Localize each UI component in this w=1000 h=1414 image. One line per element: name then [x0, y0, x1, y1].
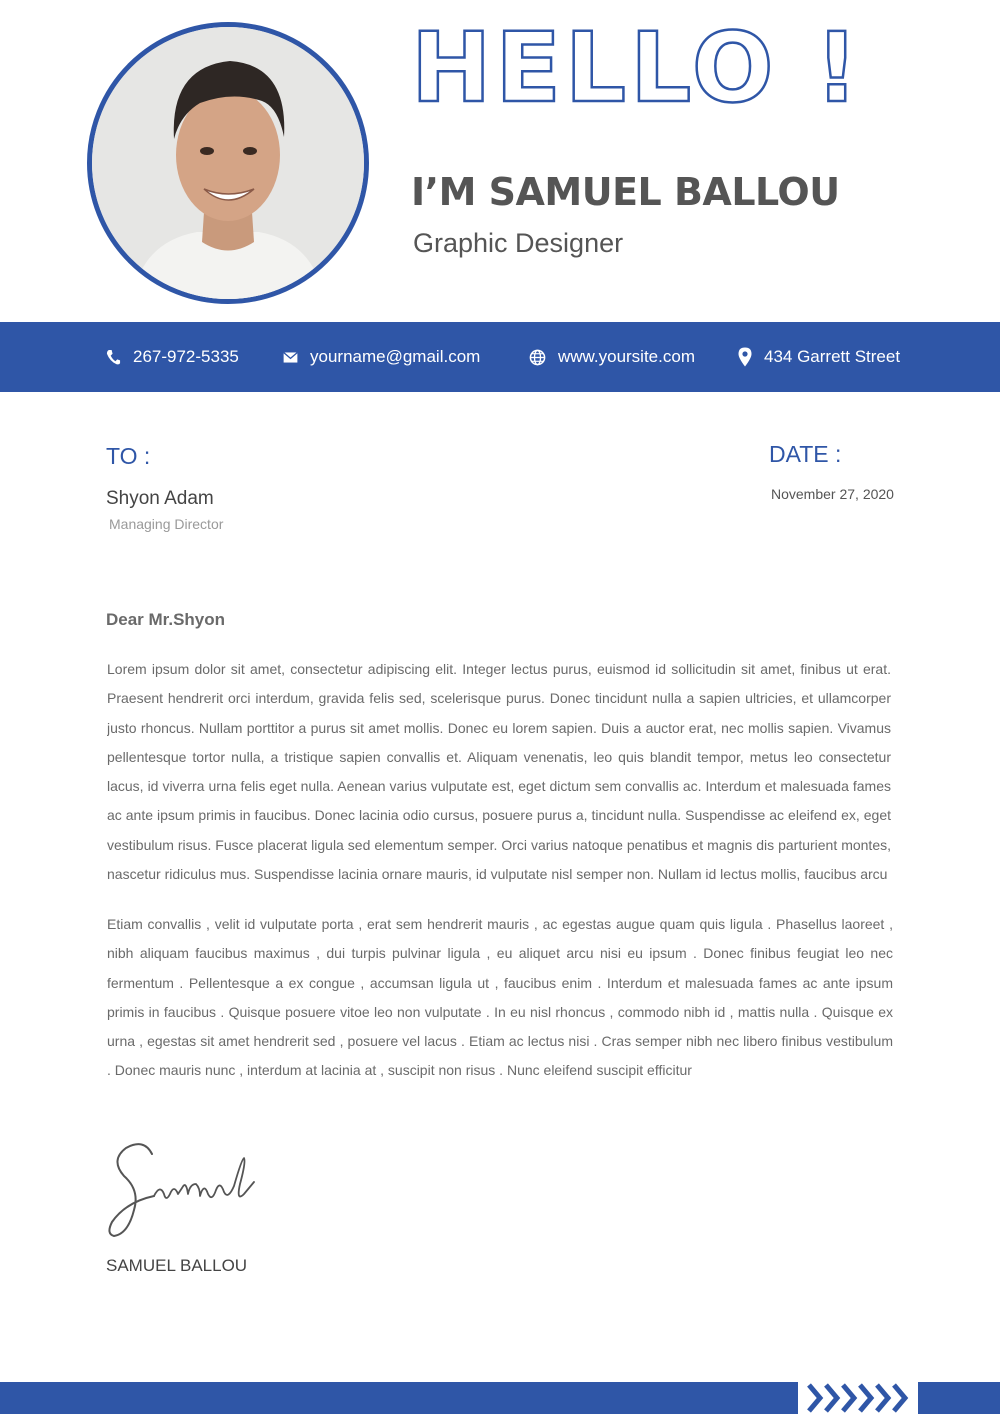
letter-date: November 27, 2020 — [771, 486, 894, 502]
phone-number: 267-972-5335 — [133, 347, 239, 366]
salutation: Dear Mr.Shyon — [106, 610, 226, 629]
contact-address[interactable] — [738, 322, 900, 392]
candidate-name: I’M SAMUEL BALLOU — [411, 170, 840, 214]
street-address: 434 Garrett Street — [764, 347, 901, 366]
contact-email[interactable] — [283, 322, 480, 392]
body-paragraph-2: Etiam convallis , velit id vulputate porta , erat sem hendrerit mauris , ac egestas augue quam quis ligula . Phasellus laoreet , nibh aliquam faucibus maximus , dui turpis pulvinar ligula , eu aliquet arcu nisi eu ipsum . Donec finibus feugiat leo nec fermentum . Pellentesque a ex congue , accumsan ligula ut , faucibus enim . Interdum et malesuada fames ac ante ipsum primis in faucibus . Quisque posuere vitoe leo non vulputate . In eu nisl rhoncus , commodo nibh id , mattis nulla . Quisque ex urna , egestas sit amet hendrerit sed , posuere vel lacus . Etiam ac lectus nisi . Cras semper nibh nec libero finibus vestibulum . Donec mauris nunc , interdum at lacinia at , suscipit non risus . Nunc eleifend suscipit efficitur — [107, 916, 893, 1078]
to-label: TO : — [106, 443, 151, 469]
recipient-title: Managing Director — [109, 516, 224, 532]
recipient-name: Shyon Adam — [106, 488, 214, 509]
date-label: DATE : — [769, 441, 842, 467]
footer-block — [918, 1382, 1000, 1414]
footer-bar — [0, 1382, 798, 1414]
contact-website[interactable] — [529, 322, 695, 392]
email-address: yourname@gmail.com — [310, 347, 481, 366]
candidate-role: Graphic Designer — [413, 228, 624, 258]
body-paragraph-1: Lorem ipsum dolor sit amet, consectetur adipiscing elit. Integer lectus purus, euismod id sollicitudin sit amet, finibus ut erat. Praesent hendrerit orci interdum, gravida felis sed, scelerisque purus. Donec tincidunt nulla a sapien ultricies, et ullamcorper justo rhoncus. Nullam porttitor a purus sit amet mollis. Donec eu lorem sapien. Duis a auctor erat, nec mollis sapien. Vivamus pellentesque tortor nulla, a tristique sapien convallis et. Aliquam venenatis, leo quis blandit tempor, metus leo consectetur lacus, id viverra urna felis eget nulla. Aenean varius vulputate est, eget dictum sem convallis ac. Interdum et malesuada fames ac ante ipsum primis in faucibus. Donec lacinia odio cursus, posuere purus a, tincidunt nulla. Suspendisse ac eleifend ex, eget vestibulum risus. Fusce placerat ligula sed elementum semper. Orci varius natoque penatibus et magnis dis parturient montes, nascetur ridiculus mus. Suspendisse lacinia ornare mauris, id vulputate nisl semper non. Nullam id lectus mollis, faucibus arcu — [107, 661, 891, 883]
location-pin-icon — [738, 347, 752, 367]
phone-icon — [106, 349, 121, 366]
chevron-arrows-icon — [806, 1382, 912, 1414]
contact-bar — [0, 322, 1000, 392]
profile-photo-illustration — [92, 27, 364, 299]
hello-heading: HELLO ! — [411, 12, 863, 124]
signer-name: SAMUEL BALLOU — [106, 1256, 248, 1275]
website-url: www.yoursite.com — [558, 347, 695, 366]
profile-photo — [87, 22, 369, 304]
envelope-icon — [283, 352, 298, 363]
globe-icon — [529, 349, 546, 366]
contact-phone[interactable] — [106, 322, 239, 392]
handwritten-signature — [104, 1136, 264, 1246]
